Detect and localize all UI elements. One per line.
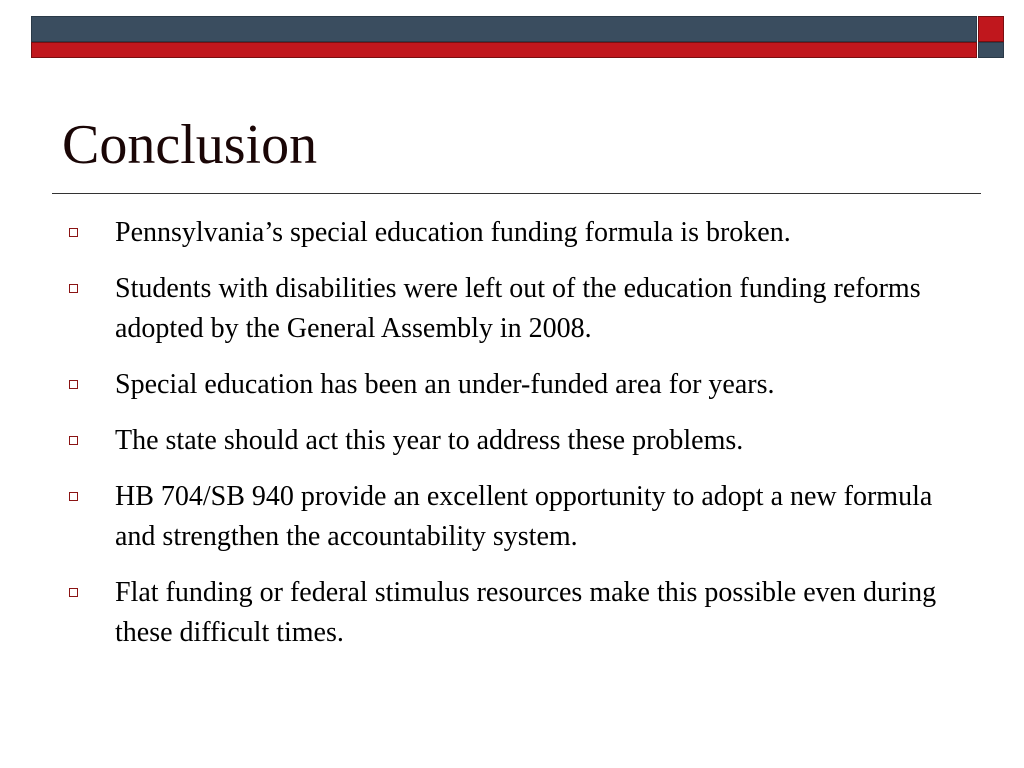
bullet-item xyxy=(0,213,1024,253)
bullet-list xyxy=(0,213,1024,669)
hollow-square-bullet-icon xyxy=(69,228,78,237)
bullet-text: Students with disabilities were left out of the education funding reforms adopted by the General Assembly in 2008. xyxy=(115,273,921,344)
bullet-text: Flat funding or federal stimulus resources make this possible even during these difficult times. xyxy=(115,577,937,648)
header-square-blue xyxy=(978,42,1004,58)
header-square-red xyxy=(978,16,1004,42)
bullet-text: Special education has been an under-funded area for years. xyxy=(115,369,775,400)
hollow-square-bullet-icon xyxy=(69,588,78,597)
hollow-square-bullet-icon xyxy=(69,492,78,501)
hollow-square-bullet-icon xyxy=(69,284,78,293)
bullet-item xyxy=(0,421,1024,461)
header-bar-red xyxy=(31,42,977,58)
header-bar-blue xyxy=(31,16,977,42)
slide-title: Conclusion xyxy=(62,114,318,176)
bullet-text: Pennsylvania’s special education funding formula is broken. xyxy=(115,217,791,248)
bullet-item xyxy=(0,365,1024,405)
bullet-item xyxy=(0,269,1024,349)
bullet-item xyxy=(0,573,1024,653)
hollow-square-bullet-icon xyxy=(69,436,78,445)
bullet-text: HB 704/SB 940 provide an excellent opportunity to adopt a new formula and strengthen the accountability system. xyxy=(115,481,933,552)
bullet-item xyxy=(0,477,1024,557)
bullet-text: The state should act this year to address these problems. xyxy=(115,425,744,456)
hollow-square-bullet-icon xyxy=(69,380,78,389)
title-divider xyxy=(52,193,981,194)
